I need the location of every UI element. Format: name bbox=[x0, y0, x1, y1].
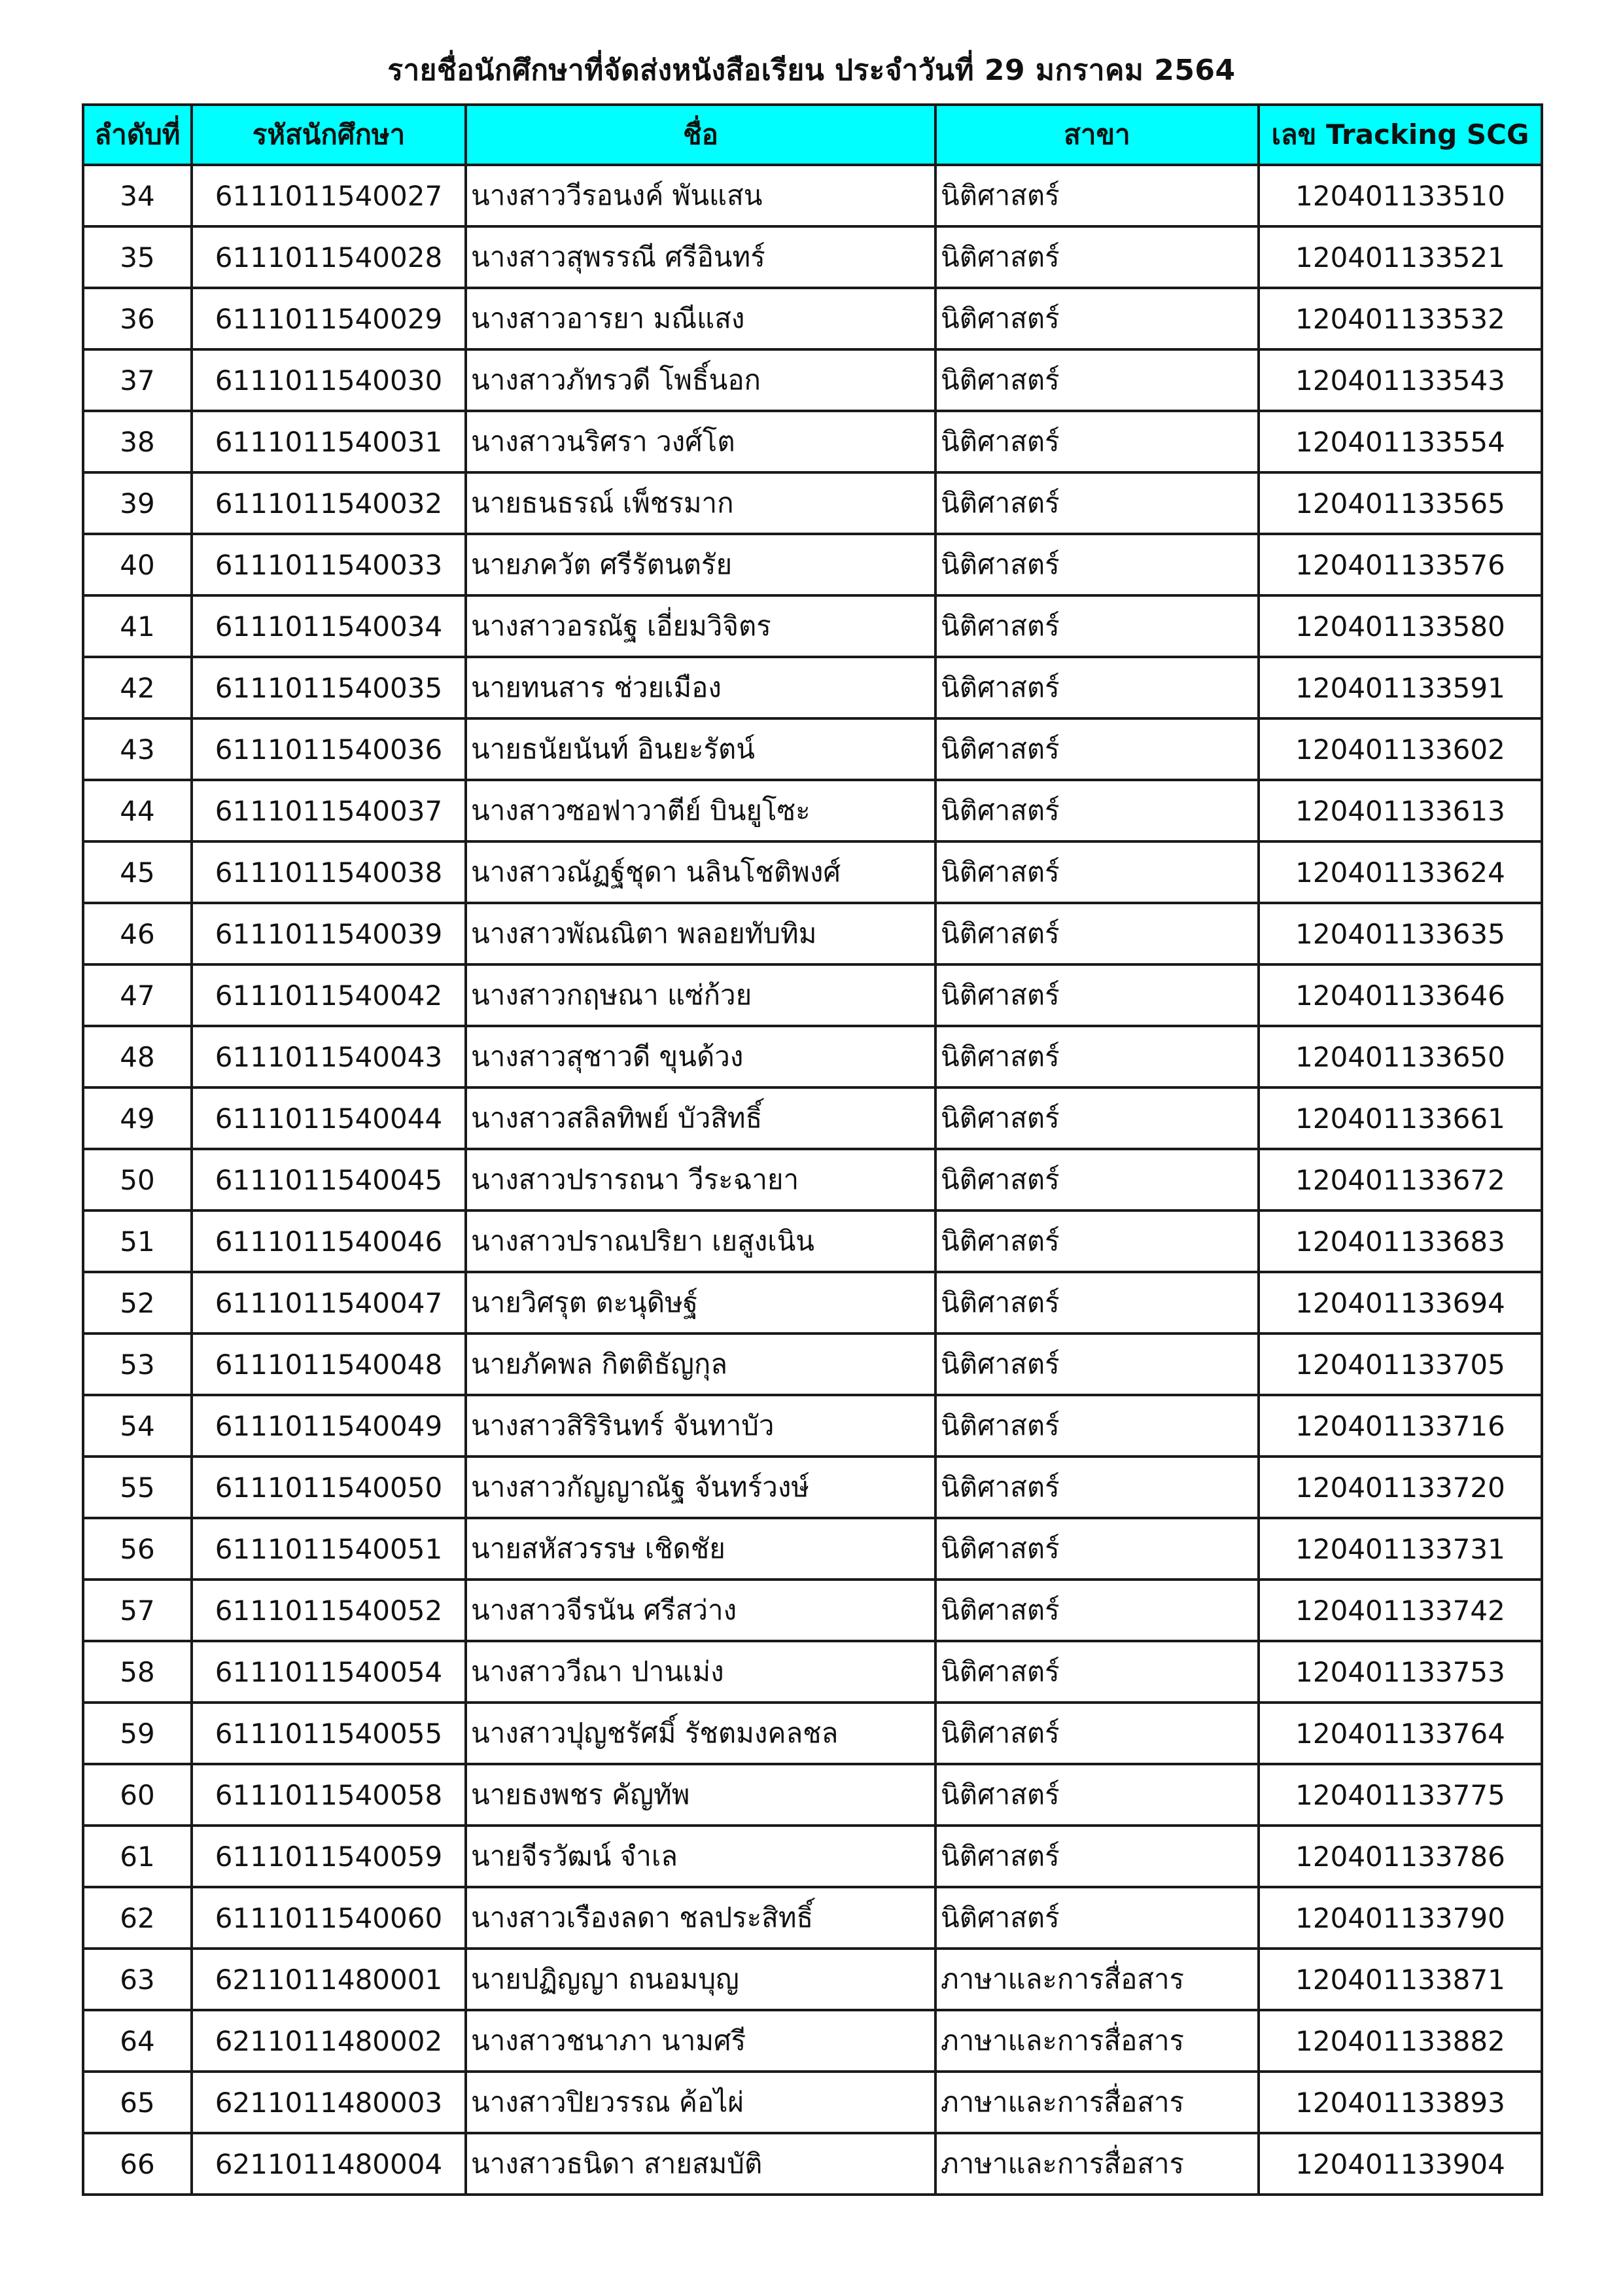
cell-major: นิติศาสตร์ bbox=[935, 534, 1259, 595]
cell-tracking: 120401133683 bbox=[1259, 1210, 1542, 1272]
cell-tracking: 120401133786 bbox=[1259, 1826, 1542, 1887]
cell-seq: 52 bbox=[83, 1272, 192, 1333]
cell-major: นิติศาสตร์ bbox=[935, 841, 1259, 903]
cell-major: นิติศาสตร์ bbox=[935, 1333, 1259, 1395]
table-row bbox=[83, 288, 1542, 349]
cell-seq: 40 bbox=[83, 534, 192, 595]
cell-student-id: 6111011540048 bbox=[192, 1333, 466, 1395]
table-row bbox=[83, 2010, 1542, 2072]
cell-tracking: 120401133705 bbox=[1259, 1333, 1542, 1395]
cell-student-id: 6111011540030 bbox=[192, 349, 466, 411]
cell-name: นางสาวกฤษณา แซ่ก้วย bbox=[466, 964, 935, 1026]
cell-name: นายธนธรณ์ เพ็ชรมาก bbox=[466, 472, 935, 534]
cell-tracking: 120401133646 bbox=[1259, 964, 1542, 1026]
cell-tracking: 120401133521 bbox=[1259, 226, 1542, 288]
cell-name: นายภควัต ศรีรัตนตรัย bbox=[466, 534, 935, 595]
cell-name: นายภัคพล กิตติธัญกุล bbox=[466, 1333, 935, 1395]
cell-name: นางสาวพัณณิตา พลอยทับทิม bbox=[466, 903, 935, 964]
cell-tracking: 120401133580 bbox=[1259, 595, 1542, 657]
cell-name: นายสหัสวรรษ เชิดชัย bbox=[466, 1518, 935, 1580]
cell-tracking: 120401133871 bbox=[1259, 1949, 1542, 2010]
cell-seq: 34 bbox=[83, 165, 192, 226]
header-tracking: เลข Tracking SCG bbox=[1259, 105, 1542, 165]
table-row bbox=[83, 165, 1542, 226]
cell-student-id: 6111011540035 bbox=[192, 657, 466, 718]
table-row bbox=[83, 780, 1542, 841]
cell-student-id: 6111011540029 bbox=[192, 288, 466, 349]
cell-seq: 43 bbox=[83, 718, 192, 780]
cell-seq: 47 bbox=[83, 964, 192, 1026]
cell-student-id: 6111011540039 bbox=[192, 903, 466, 964]
cell-student-id: 6111011540028 bbox=[192, 226, 466, 288]
table-row bbox=[83, 964, 1542, 1026]
cell-tracking: 120401133893 bbox=[1259, 2072, 1542, 2133]
cell-seq: 37 bbox=[83, 349, 192, 411]
cell-major: นิติศาสตร์ bbox=[935, 349, 1259, 411]
cell-major: ภาษาและการสื่อสาร bbox=[935, 2072, 1259, 2133]
cell-seq: 63 bbox=[83, 1949, 192, 2010]
table-row bbox=[83, 1395, 1542, 1457]
table-row bbox=[83, 1949, 1542, 2010]
table-row bbox=[83, 1518, 1542, 1580]
cell-student-id: 6111011540032 bbox=[192, 472, 466, 534]
cell-seq: 55 bbox=[83, 1457, 192, 1518]
cell-major: นิติศาสตร์ bbox=[935, 1210, 1259, 1272]
cell-tracking: 120401133904 bbox=[1259, 2133, 1542, 2195]
cell-seq: 35 bbox=[83, 226, 192, 288]
cell-tracking: 120401133565 bbox=[1259, 472, 1542, 534]
cell-student-id: 6111011540060 bbox=[192, 1887, 466, 1949]
cell-name: นายธงพชร คัญทัพ bbox=[466, 1764, 935, 1826]
header-name: ชื่อ bbox=[466, 105, 935, 165]
cell-tracking: 120401133591 bbox=[1259, 657, 1542, 718]
table-body bbox=[83, 165, 1542, 2195]
cell-student-id: 6111011540027 bbox=[192, 165, 466, 226]
cell-student-id: 6111011540050 bbox=[192, 1457, 466, 1518]
cell-major: นิติศาสตร์ bbox=[935, 1149, 1259, 1210]
cell-tracking: 120401133661 bbox=[1259, 1087, 1542, 1149]
table-row bbox=[83, 1641, 1542, 1703]
cell-seq: 48 bbox=[83, 1026, 192, 1087]
cell-seq: 42 bbox=[83, 657, 192, 718]
cell-student-id: 6211011480004 bbox=[192, 2133, 466, 2195]
cell-tracking: 120401133613 bbox=[1259, 780, 1542, 841]
cell-tracking: 120401133554 bbox=[1259, 411, 1542, 472]
cell-seq: 50 bbox=[83, 1149, 192, 1210]
table-row bbox=[83, 472, 1542, 534]
cell-name: นางสาวจีรนัน ศรีสว่าง bbox=[466, 1580, 935, 1641]
cell-major: นิติศาสตร์ bbox=[935, 226, 1259, 288]
table-row bbox=[83, 411, 1542, 472]
cell-major: นิติศาสตร์ bbox=[935, 1272, 1259, 1333]
cell-major: ภาษาและการสื่อสาร bbox=[935, 2133, 1259, 2195]
cell-name: นางสาวสุชาวดี ขุนด้วง bbox=[466, 1026, 935, 1087]
table-row bbox=[83, 1087, 1542, 1149]
cell-seq: 64 bbox=[83, 2010, 192, 2072]
cell-seq: 66 bbox=[83, 2133, 192, 2195]
table-header bbox=[83, 105, 1542, 165]
cell-seq: 41 bbox=[83, 595, 192, 657]
table-row bbox=[83, 226, 1542, 288]
cell-tracking: 120401133694 bbox=[1259, 1272, 1542, 1333]
cell-student-id: 6211011480003 bbox=[192, 2072, 466, 2133]
table-row bbox=[83, 657, 1542, 718]
cell-name: นางสาวปิยวรรณ ค้อไผ่ bbox=[466, 2072, 935, 2133]
cell-name: นางสาวเรืองลดา ชลประสิทธิ์ bbox=[466, 1887, 935, 1949]
cell-name: นายวิศรุต ตะนุดิษฐ์ bbox=[466, 1272, 935, 1333]
header-student-id: รหัสนักศึกษา bbox=[192, 105, 466, 165]
cell-name: นางสาวปรารถนา วีระฉายา bbox=[466, 1149, 935, 1210]
cell-name: นางสาวปุญชรัศมิ์ รัชตมงคลชล bbox=[466, 1703, 935, 1764]
cell-name: นางสาวสิริรินทร์ จันทาบัว bbox=[466, 1395, 935, 1457]
cell-major: นิติศาสตร์ bbox=[935, 1580, 1259, 1641]
cell-tracking: 120401133764 bbox=[1259, 1703, 1542, 1764]
cell-student-id: 6111011540049 bbox=[192, 1395, 466, 1457]
table-row bbox=[83, 1580, 1542, 1641]
cell-student-id: 6111011540036 bbox=[192, 718, 466, 780]
cell-name: นางสาวสลิลทิพย์ บัวสิทธิ์ bbox=[466, 1087, 935, 1149]
cell-seq: 49 bbox=[83, 1087, 192, 1149]
cell-name: นายจีรวัฒน์ จำเล bbox=[466, 1826, 935, 1887]
cell-major: นิติศาสตร์ bbox=[935, 1641, 1259, 1703]
cell-name: นางสาววีรอนงค์ พันแสน bbox=[466, 165, 935, 226]
cell-major: นิติศาสตร์ bbox=[935, 780, 1259, 841]
cell-student-id: 6111011540051 bbox=[192, 1518, 466, 1580]
table-row bbox=[83, 1826, 1542, 1887]
cell-tracking: 120401133720 bbox=[1259, 1457, 1542, 1518]
cell-seq: 65 bbox=[83, 2072, 192, 2133]
table-row bbox=[83, 1764, 1542, 1826]
cell-tracking: 120401133510 bbox=[1259, 165, 1542, 226]
cell-seq: 60 bbox=[83, 1764, 192, 1826]
cell-name: นางสาวกัญญาณัฐ จันทร์วงษ์ bbox=[466, 1457, 935, 1518]
cell-student-id: 6111011540042 bbox=[192, 964, 466, 1026]
cell-name: นางสาวธนิดา สายสมบัติ bbox=[466, 2133, 935, 2195]
cell-tracking: 120401133532 bbox=[1259, 288, 1542, 349]
cell-tracking: 120401133635 bbox=[1259, 903, 1542, 964]
cell-tracking: 120401133731 bbox=[1259, 1518, 1542, 1580]
shipment-table bbox=[82, 103, 1543, 2196]
cell-student-id: 6111011540054 bbox=[192, 1641, 466, 1703]
cell-major: นิติศาสตร์ bbox=[935, 472, 1259, 534]
table-row bbox=[83, 1149, 1542, 1210]
cell-tracking: 120401133742 bbox=[1259, 1580, 1542, 1641]
table-row bbox=[83, 349, 1542, 411]
table-row bbox=[83, 718, 1542, 780]
cell-name: นางสาววีณา ปานเม่ง bbox=[466, 1641, 935, 1703]
cell-tracking: 120401133716 bbox=[1259, 1395, 1542, 1457]
cell-seq: 39 bbox=[83, 472, 192, 534]
cell-seq: 44 bbox=[83, 780, 192, 841]
cell-major: นิติศาสตร์ bbox=[935, 1703, 1259, 1764]
cell-student-id: 6111011540034 bbox=[192, 595, 466, 657]
cell-seq: 61 bbox=[83, 1826, 192, 1887]
cell-name: นางสาวภัทรวดี โพธิ์นอก bbox=[466, 349, 935, 411]
cell-seq: 38 bbox=[83, 411, 192, 472]
cell-major: นิติศาสตร์ bbox=[935, 964, 1259, 1026]
table-row bbox=[83, 2072, 1542, 2133]
cell-seq: 59 bbox=[83, 1703, 192, 1764]
cell-major: นิติศาสตร์ bbox=[935, 1887, 1259, 1949]
table-row bbox=[83, 903, 1542, 964]
cell-tracking: 120401133543 bbox=[1259, 349, 1542, 411]
cell-student-id: 6111011540038 bbox=[192, 841, 466, 903]
cell-major: นิติศาสตร์ bbox=[935, 165, 1259, 226]
cell-student-id: 6111011540046 bbox=[192, 1210, 466, 1272]
cell-major: นิติศาสตร์ bbox=[935, 1087, 1259, 1149]
cell-tracking: 120401133650 bbox=[1259, 1026, 1542, 1087]
table-row bbox=[83, 1457, 1542, 1518]
cell-student-id: 6111011540045 bbox=[192, 1149, 466, 1210]
cell-major: นิติศาสตร์ bbox=[935, 1764, 1259, 1826]
cell-student-id: 6111011540043 bbox=[192, 1026, 466, 1087]
cell-major: นิติศาสตร์ bbox=[935, 411, 1259, 472]
cell-major: ภาษาและการสื่อสาร bbox=[935, 2010, 1259, 2072]
table-row bbox=[83, 1333, 1542, 1395]
cell-tracking: 120401133624 bbox=[1259, 841, 1542, 903]
cell-major: นิติศาสตร์ bbox=[935, 1518, 1259, 1580]
table-row bbox=[83, 595, 1542, 657]
cell-student-id: 6111011540052 bbox=[192, 1580, 466, 1641]
cell-seq: 58 bbox=[83, 1641, 192, 1703]
table-row bbox=[83, 2133, 1542, 2195]
cell-major: นิติศาสตร์ bbox=[935, 1395, 1259, 1457]
cell-name: นายปฏิญญา ถนอมบุญ bbox=[466, 1949, 935, 2010]
cell-name: นางสาวสุพรรณี ศรีอินทร์ bbox=[466, 226, 935, 288]
cell-student-id: 6111011540058 bbox=[192, 1764, 466, 1826]
cell-name: นางสาวอารยา มณีแสง bbox=[466, 288, 935, 349]
cell-seq: 45 bbox=[83, 841, 192, 903]
cell-student-id: 6111011540044 bbox=[192, 1087, 466, 1149]
header-seq: ลำดับที่ bbox=[83, 105, 192, 165]
cell-name: นายธนัยนันท์ อินยะรัตน์ bbox=[466, 718, 935, 780]
table-row bbox=[83, 1272, 1542, 1333]
cell-tracking: 120401133775 bbox=[1259, 1764, 1542, 1826]
cell-seq: 54 bbox=[83, 1395, 192, 1457]
cell-major: นิติศาสตร์ bbox=[935, 718, 1259, 780]
header-row bbox=[83, 105, 1542, 165]
cell-major: นิติศาสตร์ bbox=[935, 903, 1259, 964]
cell-tracking: 120401133882 bbox=[1259, 2010, 1542, 2072]
cell-name: นางสาวณัฏฐ์ชุดา นลินโชติพงศ์ bbox=[466, 841, 935, 903]
table-row bbox=[83, 1703, 1542, 1764]
page-title: รายชื่อนักศึกษาที่จัดส่งหนังสือเรียน ประจำวันที่ 29 มกราคม 2564 bbox=[387, 54, 1236, 87]
cell-major: นิติศาสตร์ bbox=[935, 657, 1259, 718]
table-row bbox=[83, 1210, 1542, 1272]
cell-name: นางสาวอรณัฐ เอี่ยมวิจิตร bbox=[466, 595, 935, 657]
cell-major: นิติศาสตร์ bbox=[935, 595, 1259, 657]
cell-major: ภาษาและการสื่อสาร bbox=[935, 1949, 1259, 2010]
table-row bbox=[83, 1026, 1542, 1087]
cell-seq: 62 bbox=[83, 1887, 192, 1949]
table-row bbox=[83, 534, 1542, 595]
table-row bbox=[83, 841, 1542, 903]
cell-seq: 57 bbox=[83, 1580, 192, 1641]
cell-tracking: 120401133753 bbox=[1259, 1641, 1542, 1703]
cell-seq: 46 bbox=[83, 903, 192, 964]
cell-name: นางสาวซอฟาวาตีย์ บินยูโซะ bbox=[466, 780, 935, 841]
cell-name: นายทนสาร ช่วยเมือง bbox=[466, 657, 935, 718]
cell-major: นิติศาสตร์ bbox=[935, 1826, 1259, 1887]
cell-student-id: 6111011540031 bbox=[192, 411, 466, 472]
cell-name: นางสาวนริศรา วงศ์โต bbox=[466, 411, 935, 472]
cell-tracking: 120401133576 bbox=[1259, 534, 1542, 595]
cell-student-id: 6111011540055 bbox=[192, 1703, 466, 1764]
cell-student-id: 6111011540037 bbox=[192, 780, 466, 841]
cell-tracking: 120401133672 bbox=[1259, 1149, 1542, 1210]
table-row bbox=[83, 1887, 1542, 1949]
cell-name: นางสาวชนาภา นามศรี bbox=[466, 2010, 935, 2072]
cell-tracking: 120401133790 bbox=[1259, 1887, 1542, 1949]
cell-seq: 36 bbox=[83, 288, 192, 349]
cell-tracking: 120401133602 bbox=[1259, 718, 1542, 780]
cell-student-id: 6111011540047 bbox=[192, 1272, 466, 1333]
cell-major: นิติศาสตร์ bbox=[935, 1026, 1259, 1087]
cell-seq: 53 bbox=[83, 1333, 192, 1395]
cell-seq: 56 bbox=[83, 1518, 192, 1580]
cell-major: นิติศาสตร์ bbox=[935, 1457, 1259, 1518]
cell-seq: 51 bbox=[83, 1210, 192, 1272]
cell-student-id: 6111011540033 bbox=[192, 534, 466, 595]
cell-student-id: 6111011540059 bbox=[192, 1826, 466, 1887]
cell-student-id: 6211011480001 bbox=[192, 1949, 466, 2010]
cell-student-id: 6211011480002 bbox=[192, 2010, 466, 2072]
header-major: สาขา bbox=[935, 105, 1259, 165]
cell-name: นางสาวปราณปริยา เยสูงเนิน bbox=[466, 1210, 935, 1272]
cell-major: นิติศาสตร์ bbox=[935, 288, 1259, 349]
